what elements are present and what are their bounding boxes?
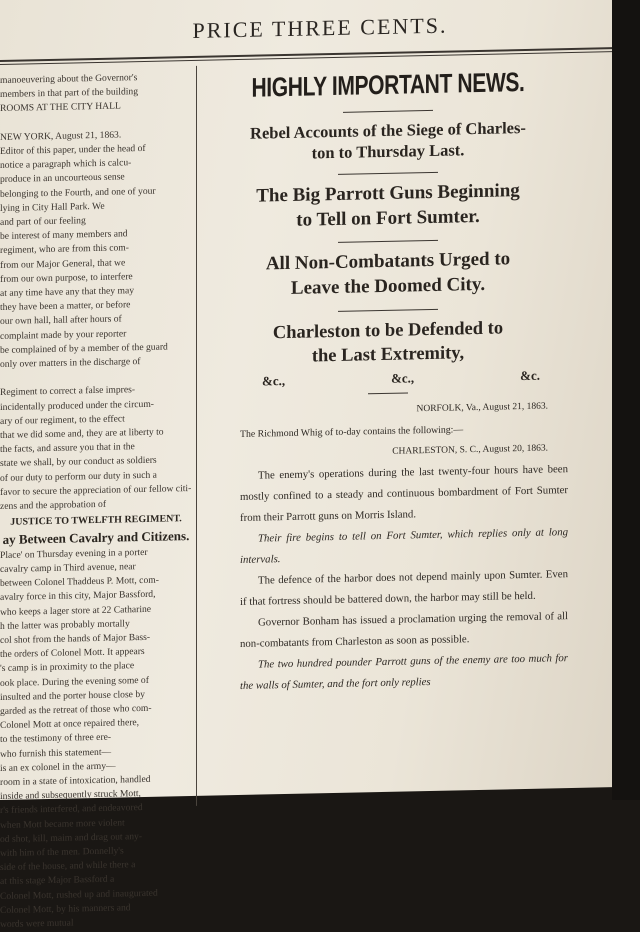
left-column bbox=[0, 70, 192, 930]
left-text-line: inside and subsequently struck Mott, bbox=[0, 788, 141, 803]
main-article bbox=[202, 58, 574, 806]
deck-1-line-1: Rebel Accounts of the Siege of Charles- bbox=[250, 117, 526, 143]
left-text-line: Regiment to correct a false impres- bbox=[0, 384, 136, 399]
left-text-line: side of the house, and while there a bbox=[0, 859, 136, 874]
left-text-line: be complained of by a member of the guard bbox=[0, 341, 168, 356]
paragraph-3: The defence of the harbor does not depend mainly upon Sumter. Even if that fortress should be battered down, the harbor may still be held. bbox=[240, 567, 568, 608]
left-text-line: produce in an uncourteous sense bbox=[0, 171, 125, 186]
paragraph-1: The enemy's operations during the last twenty-four hours have been mostly confined to a steady and continuous bombardment of Fort Sumter from their Parrott guns on Morris Island. bbox=[240, 462, 568, 524]
left-text-line: od shot, kill, maim and drag out any- bbox=[0, 830, 143, 845]
left-text-line: only over matters in the discharge of bbox=[0, 356, 141, 371]
deck-2-line-1: The Big Parrott Guns Beginning bbox=[256, 179, 520, 207]
left-text-line: regiment, who are from this com- bbox=[0, 242, 129, 257]
etc-2: &c., bbox=[391, 370, 415, 386]
left-text-line: ook place. During the evening some of bbox=[0, 674, 149, 689]
left-text-line: col shot from the hands of Major Bass- bbox=[0, 631, 151, 646]
left-text-line: who furnish this statement— bbox=[0, 746, 112, 760]
left-text-line: be interest of many members and bbox=[0, 228, 128, 243]
page-shadow-edge bbox=[612, 0, 640, 800]
deck-3-line-1: All Non-Combatants Urged to bbox=[265, 248, 511, 275]
left-text-line: room in a state of intoxication, handled bbox=[0, 773, 151, 788]
left-text-line: members in that part of the building bbox=[0, 86, 139, 101]
main-headline: HIGHLY IMPORTANT NEWS. bbox=[251, 67, 525, 103]
left-text-line: they have been a matter, or before bbox=[0, 299, 131, 314]
deck-rule-2 bbox=[338, 240, 438, 243]
paragraph-5: The two hundred pounder Parrott guns of the enemy are too much for the walls of Sumter, and the fort only replies bbox=[240, 651, 568, 692]
deck-4 bbox=[202, 315, 574, 371]
left-text-line: at this stage Major Bassford a bbox=[0, 873, 115, 888]
deck-4-line-1: Charleston to be Defended to bbox=[272, 318, 504, 343]
left-text-line: of our duty to perform our duty in such a bbox=[0, 469, 157, 484]
left-text-line: ary of our regiment, to the effect bbox=[0, 413, 125, 427]
left-text-line: Editor of this paper, under the head of bbox=[0, 142, 146, 158]
dateline-norfolk: NORFOLK, Va., August 21, 1863. bbox=[416, 401, 548, 414]
left-text-line: from our Major General, that we bbox=[0, 257, 126, 271]
left-text-line: state we shall, by our conduct as soldiers bbox=[0, 455, 157, 470]
left-text-line: notice a paragraph which is calcu- bbox=[0, 157, 132, 172]
intro-line: The Richmond Whig of to-day contains the following:— bbox=[240, 424, 464, 440]
dateline-charleston: CHARLESTON, S. C., August 20, 1863. bbox=[392, 443, 548, 457]
left-headline: ay Between Cavalry and Citizens. bbox=[2, 527, 190, 547]
paragraph-2: Their fire begins to tell on Fort Sumter, which replies only at long intervals. bbox=[240, 525, 568, 566]
left-text-line: ROOMS AT THE CITY HALL bbox=[0, 100, 121, 115]
left-text-line: to the testimony of three ere- bbox=[0, 732, 112, 746]
left-text-line: that we did some and, they are at liberty to bbox=[0, 426, 164, 442]
left-signoff: JUSTICE TO TWELFTH REGIMENT. bbox=[10, 513, 182, 529]
left-text-line: when Mott became more violent bbox=[0, 816, 125, 831]
left-column-top-text bbox=[0, 70, 192, 514]
left-text-line: Place' on Thursday evening in a porter bbox=[0, 546, 148, 561]
left-text-line: zens and the approbation of bbox=[0, 498, 107, 513]
headline-rule bbox=[343, 110, 433, 113]
left-text-line: incidentally produced under the circum- bbox=[0, 398, 154, 413]
left-text-line: avalry force in this city, Major Bassford, bbox=[0, 589, 156, 604]
left-text-line: at any time have any that they may bbox=[0, 285, 134, 300]
deck-3-line-2: Leave the Doomed City. bbox=[290, 273, 486, 299]
deck-2-line-2: to Tell on Fort Sumter. bbox=[296, 205, 480, 231]
left-text-line: cavalry camp in Third avenue, near bbox=[0, 561, 136, 575]
left-text-line: belonging to the Fourth, and one of your bbox=[0, 185, 156, 200]
left-text-line: garded as the retreat of those who com- bbox=[0, 702, 152, 717]
left-text-line: and part of our feeling bbox=[0, 215, 86, 229]
deck-1-line-2: ton to Thursday Last. bbox=[311, 140, 465, 163]
left-text-line: lying in City Hall Park. We bbox=[0, 200, 105, 214]
left-text-line: between Colonel Thaddeus P. Mott, com- bbox=[0, 574, 159, 590]
etc-3: &c. bbox=[520, 367, 540, 383]
etc-1: &c., bbox=[262, 372, 286, 389]
left-text-line: is an ex colonel in the army— bbox=[0, 760, 116, 774]
left-text-line: with him of the men. Donnelly's bbox=[0, 845, 124, 859]
left-text-line: Colonel Mott, rushed up and inaugurated bbox=[0, 887, 158, 902]
article-body bbox=[202, 396, 574, 698]
left-text-line: manoeuvering about the Governor's bbox=[0, 72, 138, 86]
left-text-line: our own hall, hall after hours of bbox=[0, 313, 122, 328]
deck-1 bbox=[202, 116, 574, 167]
deck-2 bbox=[202, 178, 574, 235]
left-column-bottom-text bbox=[0, 545, 192, 932]
left-text-line: complaint made by your reporter bbox=[0, 328, 127, 342]
left-text-line: Colonel Mott at once repaired there, bbox=[0, 717, 140, 732]
left-text-line: the orders of Colonel Mott. It appears bbox=[0, 646, 145, 661]
left-text-line: insulted and the porter house close by bbox=[0, 688, 145, 703]
left-text-line: NEW YORK, August 21, 1863. bbox=[0, 129, 122, 143]
price-line: PRICE THREE CENTS. bbox=[192, 12, 448, 43]
deck-4-line-2: the Last Extremity, bbox=[311, 342, 465, 367]
left-text-line: h the latter was probably mortally bbox=[0, 618, 130, 632]
deck-rule-3 bbox=[338, 308, 438, 311]
left-text-line: the facts, and assure you that in the bbox=[0, 441, 135, 456]
deck-3 bbox=[202, 246, 574, 303]
left-text-line: 's camp is in proximity to the place bbox=[0, 660, 135, 675]
left-text-line: words were mutual bbox=[0, 917, 74, 930]
etc-rule bbox=[368, 392, 408, 394]
deck-rule-1 bbox=[338, 172, 438, 175]
column-divider bbox=[196, 66, 197, 806]
left-text-line: favor to secure the appreciation of our fellow citi- bbox=[0, 482, 192, 498]
left-text-line: r's friends interfered, and endeavored bbox=[0, 802, 143, 817]
left-text-line: from our own purpose, to interfere bbox=[0, 271, 133, 285]
paragraph-4: Governor Bonham has issued a proclamation urging the removal of all non-combatants from Charleston as soon as possible. bbox=[240, 609, 568, 650]
left-text-line: Colonel Mott, by his manners and bbox=[0, 902, 131, 916]
left-text-line: who keeps a lager store at 22 Catharine bbox=[0, 603, 152, 618]
